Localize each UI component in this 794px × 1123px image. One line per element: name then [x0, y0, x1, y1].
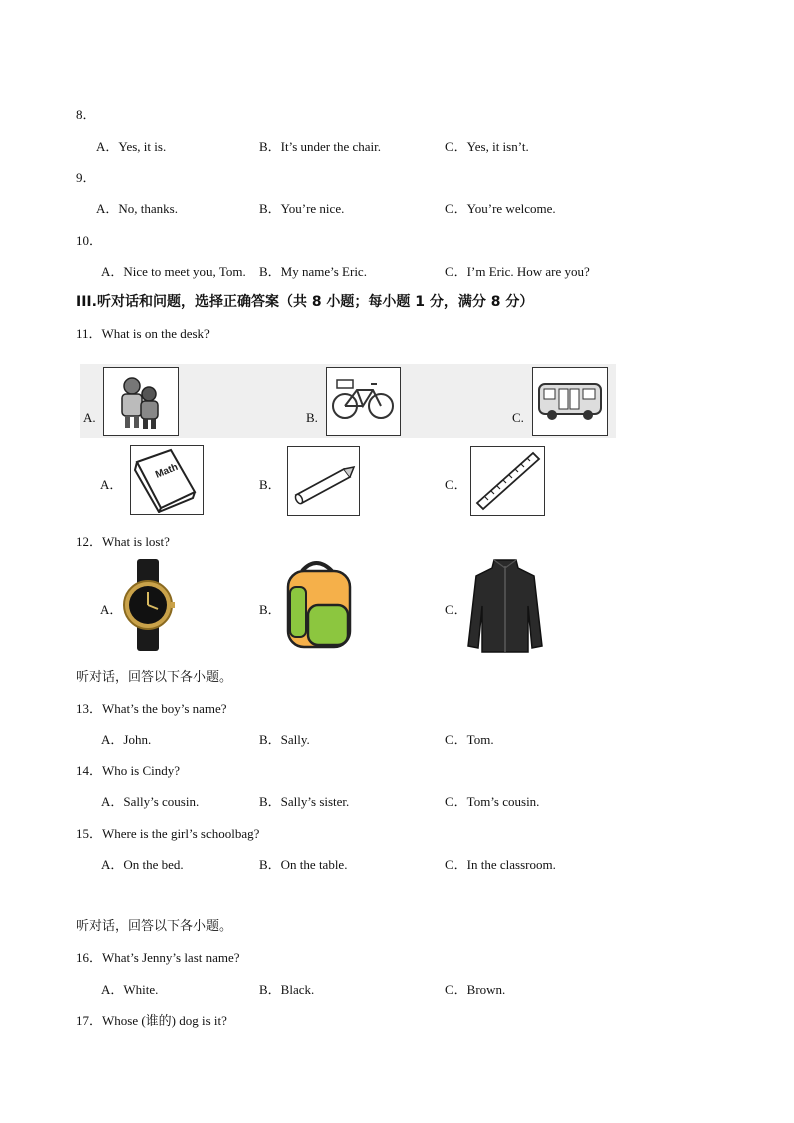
- q13-option-c[interactable]: C．Tom.: [445, 732, 494, 747]
- watch-picture[interactable]: [120, 557, 176, 653]
- q10-option-c[interactable]: C．I’m Eric. How are you?: [445, 264, 590, 279]
- q11-question: 11．What is on the desk?: [76, 326, 210, 341]
- children-picture[interactable]: [103, 367, 179, 436]
- q14-option-c[interactable]: C．Tom’s cousin.: [445, 794, 540, 809]
- section-title: III.听对话和问题，选择正确答案（共 8 小题；每小题 1 分，满分 8 分）: [76, 294, 534, 310]
- q16-question: 16．What’s Jenny’s last name?: [76, 950, 240, 965]
- q16-option-a[interactable]: A．White.: [101, 982, 159, 997]
- book-icon: [131, 446, 202, 513]
- q10-number: 10．: [76, 233, 103, 248]
- pencil-icon: [288, 447, 358, 514]
- q12-label-a[interactable]: A．: [100, 602, 123, 617]
- q14-question: 14．Who is Cindy?: [76, 763, 180, 778]
- q16-option-c[interactable]: C．Brown.: [445, 982, 506, 997]
- math-book-picture[interactable]: [130, 445, 204, 515]
- q8-number: 8．: [76, 107, 96, 122]
- q16-option-b[interactable]: B．Black.: [259, 982, 315, 997]
- q9-option-a[interactable]: A．No, thanks.: [96, 201, 178, 216]
- q11-row1-label-c[interactable]: C.: [512, 410, 524, 425]
- backpack-icon: [280, 557, 355, 649]
- q11-row1-label-b[interactable]: B.: [306, 410, 318, 425]
- q10-option-a[interactable]: A．Nice to meet you, Tom.: [101, 264, 246, 279]
- q13-question: 13．What’s the boy’s name?: [76, 701, 227, 716]
- bicycle-picture[interactable]: [326, 367, 401, 436]
- q13-option-b[interactable]: B．Sally.: [259, 732, 310, 747]
- q10-option-b[interactable]: B．My name’s Eric.: [259, 264, 367, 279]
- q14-option-b[interactable]: B．Sally’s sister.: [259, 794, 350, 809]
- jacket-icon: [464, 556, 546, 654]
- children-icon: [104, 368, 177, 434]
- bus-icon: [533, 368, 606, 434]
- q8-option-b[interactable]: B．It’s under the chair.: [259, 139, 382, 154]
- backpack-picture[interactable]: [280, 557, 355, 649]
- q15-option-a[interactable]: A．On the bed.: [101, 857, 184, 872]
- q11-row2-label-a[interactable]: A．: [100, 477, 123, 492]
- jacket-picture[interactable]: [464, 556, 546, 654]
- bus-picture[interactable]: [532, 367, 608, 436]
- q9-option-b[interactable]: B．You’re nice.: [259, 201, 345, 216]
- q11-row2-label-b[interactable]: B．: [259, 477, 281, 492]
- q12-label-c[interactable]: C．: [445, 602, 467, 617]
- q15-option-c[interactable]: C．In the classroom.: [445, 857, 556, 872]
- q15-question: 15．Where is the girl’s schoolbag?: [76, 826, 260, 841]
- bicycle-icon: [327, 368, 399, 434]
- q9-option-c[interactable]: C．You’re welcome.: [445, 201, 556, 216]
- q13-option-a[interactable]: A．John.: [101, 732, 152, 747]
- instruction-listen-1: 听对话，回答以下各小题。: [76, 670, 233, 685]
- q12-label-b[interactable]: B．: [259, 602, 281, 617]
- pencil-picture[interactable]: [287, 446, 360, 516]
- q17-question: 17．Whose (谁的) dog is it?: [76, 1013, 227, 1028]
- q8-option-a[interactable]: A．Yes, it is.: [96, 139, 167, 154]
- q12-question: 12．What is lost?: [76, 534, 170, 549]
- q11-row1-label-a[interactable]: A.: [83, 410, 96, 425]
- instruction-listen-2: 听对话，回答以下各小题。: [76, 919, 233, 934]
- q9-number: 9．: [76, 170, 96, 185]
- watch-icon: [120, 557, 176, 653]
- ruler-icon: [471, 447, 543, 514]
- q11-row2-label-c[interactable]: C．: [445, 477, 467, 492]
- q15-option-b[interactable]: B．On the table.: [259, 857, 348, 872]
- q8-option-c[interactable]: C．Yes, it isn’t.: [445, 139, 529, 154]
- q14-option-a[interactable]: A．Sally’s cousin.: [101, 794, 200, 809]
- book-label: Math: [154, 461, 180, 481]
- ruler-picture[interactable]: [470, 446, 545, 516]
